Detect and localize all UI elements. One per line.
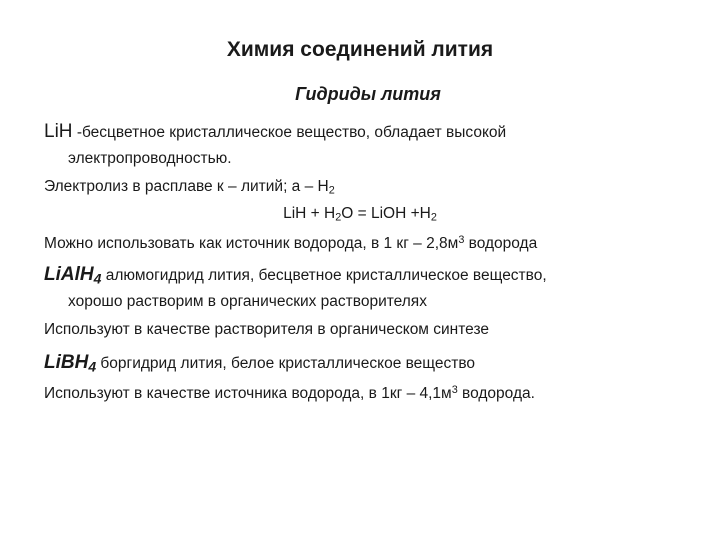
lialh4-line (44, 265, 547, 286)
eq-sub-2: 2 (430, 211, 437, 224)
hydrogen-source-line (44, 234, 537, 254)
lih-description: -бесцветное кристаллическое вещество, обладает высокой (72, 124, 507, 141)
libh4-use-tail: водорода. (457, 385, 535, 402)
eq-part-2: O = LiOH +H (341, 205, 431, 222)
electrolysis-line (44, 177, 335, 197)
libh4-line (44, 353, 475, 374)
electrolysis-sub: 2 (328, 184, 335, 197)
libh4-description: боргидрид лития, белое кристаллическое вещество (96, 355, 476, 372)
lialh4-use-line: Используют в качестве растворителя в органическом синтезе (44, 321, 489, 338)
page-title: Химия соединений лития (226, 38, 494, 61)
lialh4-description: алюмогидрид лития, бесцветное кристаллическое вещество, (101, 267, 547, 284)
section-subtitle (0, 84, 720, 105)
lih-line-cont: электропроводностью. (68, 150, 232, 167)
libh4-formula: LiBH (44, 352, 89, 373)
lialh4-sub: 4 (93, 270, 102, 287)
hydrogen-source-tail: водорода (464, 235, 538, 252)
lih-formula: LiH (44, 121, 73, 142)
libh4-use-text: Используют в качестве источника водорода, в 1кг – 4,1м (44, 385, 452, 402)
subtitle-text: Гидриды лития (295, 84, 441, 104)
hydrogen-source-sup: 3 (458, 234, 465, 247)
libh4-use-sup: 3 (451, 384, 458, 397)
libh4-use-line (44, 384, 535, 404)
lialh4-formula: LiAlH (44, 264, 94, 285)
libh4-sub: 4 (88, 358, 97, 375)
reaction-equation (0, 205, 720, 223)
eq-sub-1: 2 (335, 211, 342, 224)
eq-part-1: LiH + H (283, 205, 336, 222)
lialh4-line-cont: хорошо растворим в органических растворителях (68, 293, 427, 310)
hydrogen-source-text: Можно использовать как источник водорода, в 1 кг – 2,8м (44, 235, 459, 252)
electrolysis-text: Электролиз в расплаве к – литий; а – H (44, 178, 329, 195)
lih-line (44, 122, 506, 143)
